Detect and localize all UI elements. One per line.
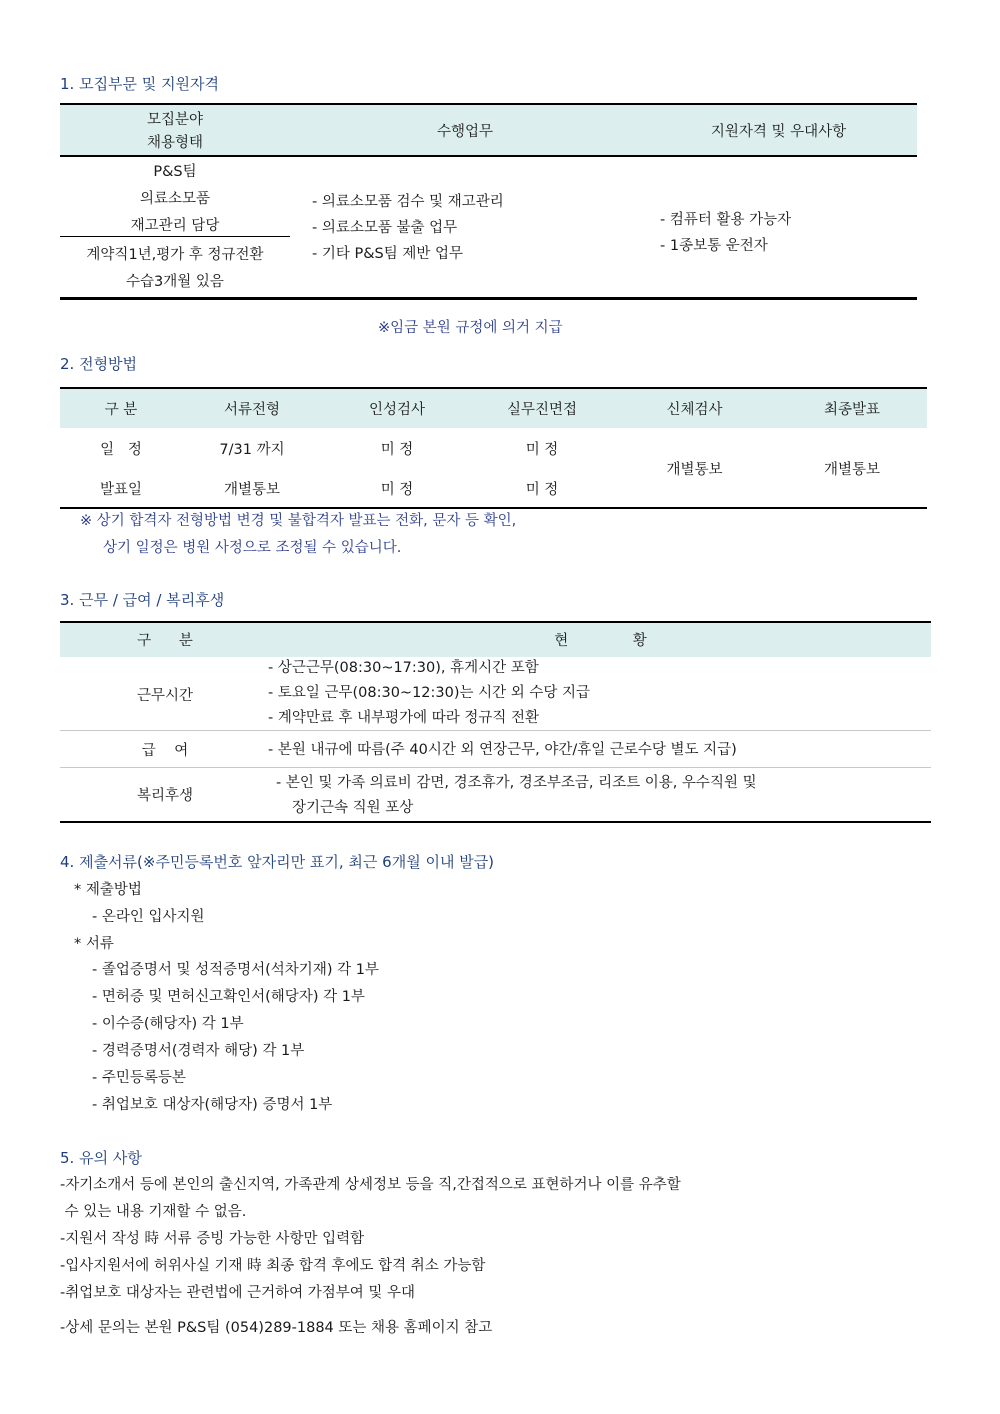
employment-cell	[60, 238, 290, 296]
qualifications-list	[660, 207, 791, 259]
welfare-item: - 본인 및 가족 의료비 감면, 경조휴가, 경조부조금, 리조트 이용, 우수직원 및	[276, 775, 757, 791]
duty-item: - 기타 P&S팀 제반 업무	[312, 246, 463, 262]
work-hours-list	[268, 656, 590, 731]
contact-note: -상세 문의는 본원 P&S팀 (054)289-1884 또는 채용 홈페이지 참고	[60, 1320, 493, 1336]
note-item: 수 있는 내용 기재할 수 없음.	[60, 1204, 247, 1220]
note-item: -지원서 작성 時 서류 증빙 가능한 사항만 입력함	[60, 1231, 365, 1247]
header-medical-check: 신체검사	[666, 401, 723, 418]
work-hours-item: - 계약만료 후 내부평가에 따라 정규직 전환	[268, 710, 540, 726]
selection-note-1: ※ 상기 합격자 전형방법 변경 및 불합격자 발표는 전화, 문자 등 확인,	[80, 513, 517, 529]
document-item: - 취업보호 대상자(해당자) 증명서 1부	[92, 1097, 333, 1113]
section-5-title: 5. 유의 사항	[60, 1149, 142, 1167]
field-line: 의료소모품	[139, 190, 211, 207]
notes-list	[60, 1172, 681, 1307]
row-schedule-document: 7/31 까지	[219, 441, 285, 458]
header-qualifications: 지원자격 및 우대사항	[710, 123, 847, 140]
salary-item: - 본원 내규에 따름(주 40시간 외 연장근무, 야간/휴일 근로수당 별도 지급)	[268, 742, 737, 758]
row-announce-document: 개별통보	[223, 481, 281, 498]
row-announce-interview: 미 정	[525, 481, 559, 498]
header-status: 현 황	[554, 633, 647, 649]
header-personality-test: 인성검사	[368, 401, 426, 418]
note-item: -자기소개서 등에 본인의 출신지역, 가족관계 상세정보 등을 직,간접적으로 표현하거나 이를 유추할	[60, 1177, 681, 1193]
note-item: -취업보호 대상자는 관련법에 근거하여 가점부여 및 우대	[60, 1285, 416, 1301]
header-field	[60, 104, 290, 156]
note-item: -입사지원서에 허위사실 기재 時 최종 합격 후에도 합격 취소 가능함	[60, 1258, 486, 1274]
header-interview: 실무진면접	[506, 401, 578, 418]
work-hours-item: - 상근근무(08:30~17:30), 휴게시간 포함	[268, 660, 539, 676]
welfare-list	[276, 771, 757, 821]
table-inner-rule	[60, 236, 290, 237]
row-announce-label: 발표일	[99, 481, 143, 498]
header-employment-label: 채용형태	[146, 135, 204, 151]
duty-item: - 의료소모품 검수 및 재고관리	[312, 194, 504, 210]
header-final-announcement: 최종발표	[823, 401, 881, 418]
header-document-screening: 서류전형	[223, 401, 281, 418]
work-hours-item: - 토요일 근무(08:30~12:30)는 시간 외 수당 지급	[268, 685, 591, 701]
document-item: - 졸업증명서 및 성적증명서(석차기재) 각 1부	[92, 962, 379, 978]
field-line: 재고관리 담당	[130, 217, 220, 234]
welfare-item: 장기근속 직원 포상	[292, 800, 414, 816]
header-duties: 수행업무	[436, 123, 494, 140]
section-4-title: 4. 제출서류(※주민등록번호 앞자리만 표기, 최근 6개월 이내 발급)	[60, 853, 495, 871]
employment-line: 계약직1년,평가 후 정규전환	[86, 247, 264, 263]
submission-method-item: - 온라인 입사지원	[92, 909, 205, 925]
row-schedule-label: 일 정	[100, 441, 142, 458]
field-cell	[60, 158, 290, 236]
qualification-item: - 1종보통 운전자	[660, 238, 768, 254]
qualification-item: - 컴퓨터 활용 가능자	[660, 212, 792, 228]
work-hours-label: 근무시간	[136, 687, 194, 704]
row-announce-personality: 미 정	[380, 481, 414, 498]
header-field-label: 모집분야	[146, 112, 204, 128]
welfare-label: 복리후생	[136, 787, 194, 804]
document-item: - 경력증명서(경력자 해당) 각 1부	[92, 1043, 305, 1059]
merged-final-announcement: 개별통보	[823, 461, 881, 478]
documents-list	[92, 957, 379, 1119]
section-2-title: 2. 전형방법	[60, 355, 138, 373]
selection-note-2: 상기 일정은 병원 사정으로 조정될 수 있습니다.	[103, 540, 402, 556]
salary-label: 급 여	[141, 742, 189, 759]
salary-note: ※임금 본원 규정에 의거 지급	[378, 320, 563, 336]
row-schedule-personality: 미 정	[380, 441, 414, 458]
header-category: 구 분	[104, 401, 138, 418]
document-item: - 면허증 및 면허신고확인서(해당자) 각 1부	[92, 989, 365, 1005]
merged-medical-check: 개별통보	[666, 461, 723, 478]
field-line: P&S팀	[153, 163, 197, 180]
table-bottom-rule	[60, 821, 931, 823]
row-schedule-interview: 미 정	[525, 441, 559, 458]
duty-item: - 의료소모품 불출 업무	[312, 220, 458, 236]
submission-method-label: * 제출방법	[74, 882, 142, 898]
document-item: - 주민등록등본	[92, 1070, 186, 1086]
employment-line: 수습3개월 있음	[126, 274, 224, 290]
header-category: 구 분	[137, 633, 193, 649]
section-1-title: 1. 모집부문 및 지원자격	[60, 75, 220, 93]
document-item: - 이수증(해당자) 각 1부	[92, 1016, 244, 1032]
table-bottom-rule	[60, 297, 917, 300]
documents-label: * 서류	[74, 936, 114, 952]
section-3-title: 3. 근무 / 급여 / 복리후생	[60, 591, 225, 609]
duties-list	[312, 189, 504, 267]
